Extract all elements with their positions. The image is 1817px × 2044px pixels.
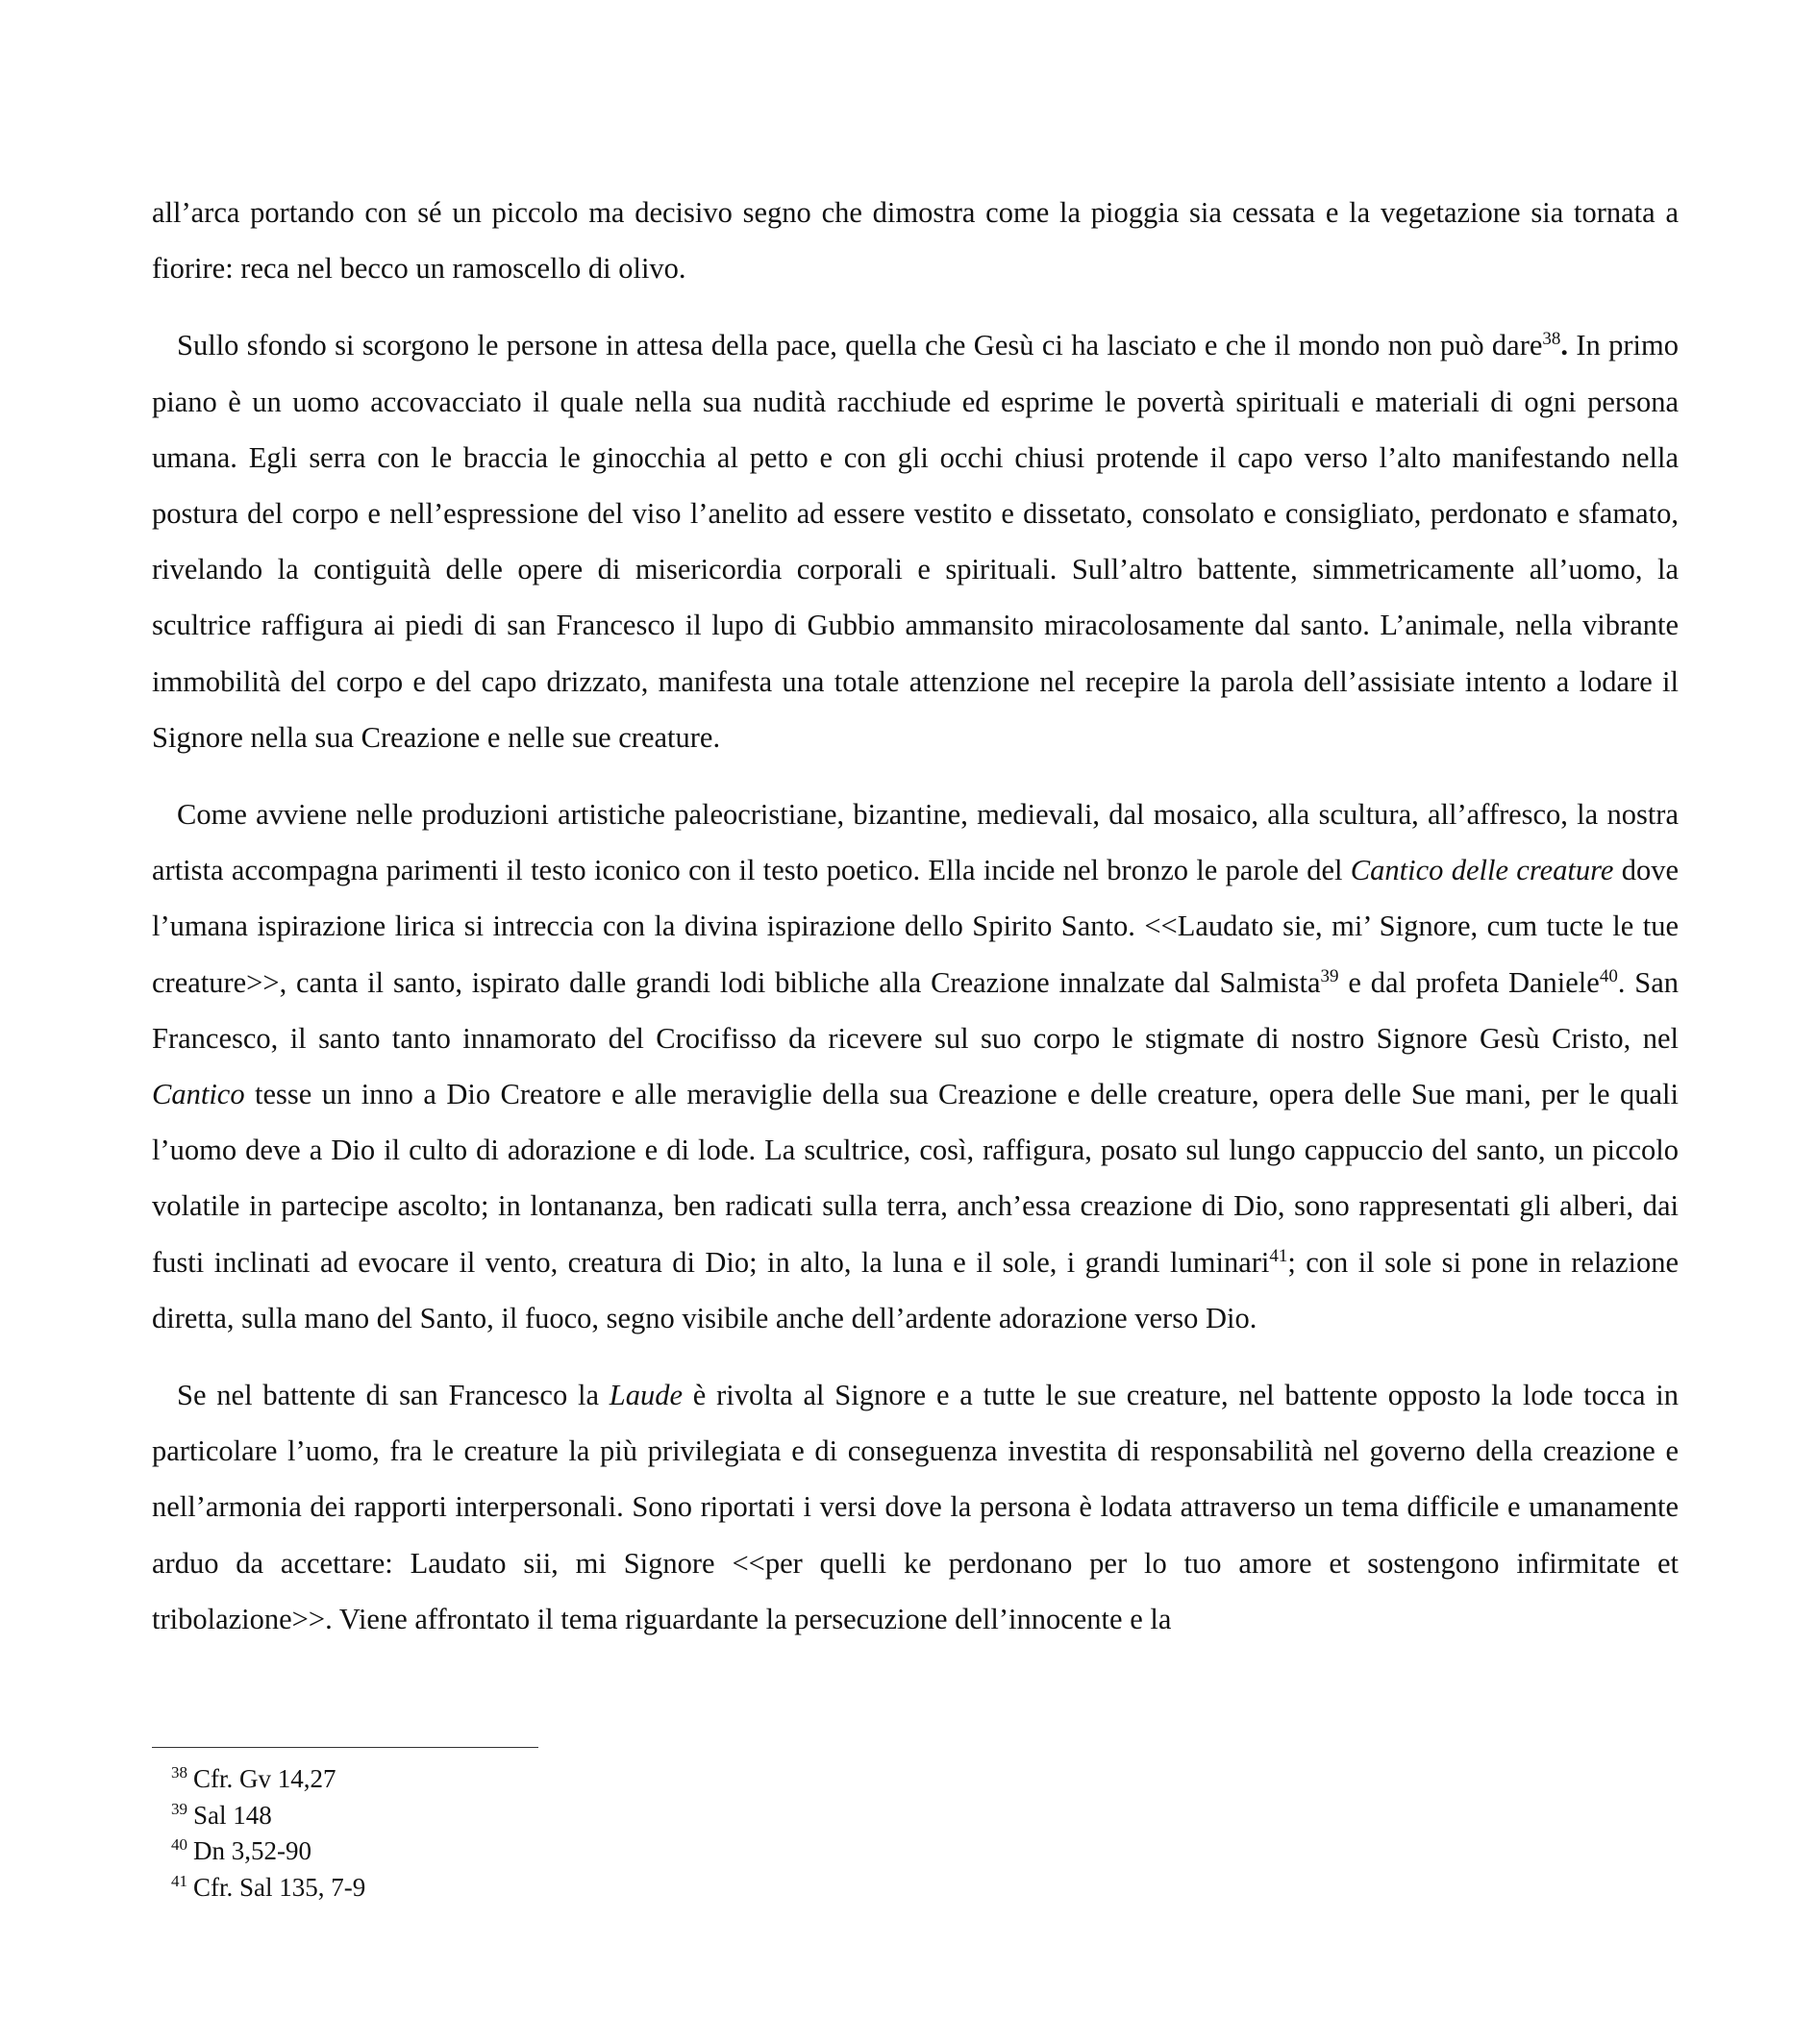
footnote-text: Cfr. Gv 14,27 (193, 1764, 336, 1793)
paragraph-text: . San Francesco, il santo tanto innamorato del Crocifisso da ricevere sul suo corpo le stigmate di nostro Signore Gesù Cristo, nel (152, 965, 1680, 1055)
footnote-ref-41[interactable]: 41 (1269, 1245, 1288, 1266)
footnote-text: Dn 3,52-90 (193, 1836, 311, 1865)
paragraph-text: è rivolta al Signore e a tutte le sue creature, nel battente opposto la lode tocca in particolare l’uomo, fra le creature la più privilegiata e di conseguenza investita di responsabilità nel governo della creazione e nell’armonia dei rapporti interpersonali. Sono riportati i versi dove la persona è lodata attraverso un tema difficile e umanamente arduo da accettare: Laudato sii, mi Signore <<per quelli ke perdonano per lo tuo amore et sostengono infirmitate et tribolazione>>. Viene affrontato il tema riguardante la persecuzione dell’innocente e la (152, 1379, 1679, 1635)
work-title-laude: Laude (609, 1379, 684, 1412)
body-text (152, 185, 1679, 1668)
paragraph-text: all’arca portando con sé un piccolo ma decisivo segno che dimostra come la pioggia sia cessata e la vegetazione sia tornata a fiorire: reca nel becco un ramoscello di olivo. (152, 196, 1679, 286)
paragraph-text: Sullo sfondo si scorgono le persone in attesa della pace, quella che Gesù ci ha lasciato e che il mondo non può dare (177, 329, 1543, 362)
work-title-cantico-delle-creature: Cantico delle creature (1350, 854, 1614, 887)
footnote-number: 41 (171, 1871, 187, 1890)
paragraph-text: e dal profeta Daniele (1338, 965, 1600, 999)
paragraph-text: Se nel battente di san Francesco la (177, 1379, 610, 1412)
footnote-ref-40[interactable]: 40 (1599, 965, 1618, 986)
footnote-text: Cfr. Sal 135, 7-9 (193, 1872, 366, 1902)
footnote-text: Sal 148 (193, 1800, 272, 1830)
footnote-number: 40 (171, 1835, 187, 1854)
paragraph-3 (152, 786, 1679, 1346)
paragraph-text: dove l’umana ispirazione lirica si intreccia con la divina ispirazione dello Spirito Santo. <<Laudato sie, mi’ Signore, cum tucte le tue creature>>, canta il santo, ispirato dalle grandi lodi bibliche alla Creazione innalzate dal Salmista (152, 854, 1679, 999)
footnote-number: 38 (171, 1763, 187, 1782)
footnote-ref-39[interactable]: 39 (1320, 965, 1339, 986)
sentence-period: . (1560, 329, 1569, 362)
work-title-cantico: Cantico (152, 1078, 245, 1111)
paragraph-1 (152, 185, 1679, 296)
footnote-38 (171, 1761, 940, 1798)
paragraph-2 (152, 317, 1679, 765)
footnote-41 (171, 1870, 940, 1907)
paragraph-text: ; con il sole si pone in relazione diretta, sulla mano del Santo, il fuoco, segno visibile anche dell’ardente adorazione verso Dio. (152, 1245, 1679, 1334)
footnote-number: 39 (171, 1799, 187, 1818)
paragraph-text: Come avviene nelle produzioni artistiche paleocristiane, bizantine, medievali, dal mosaico, alla scultura, all’affresco, la nostra artista accompagna parimenti il testo iconico con il testo poetico. Ella incide nel bronzo le parole del (152, 798, 1679, 887)
paragraph-4 (152, 1367, 1679, 1647)
footnote-ref-38[interactable]: 38 (1542, 329, 1561, 350)
footnote-40 (171, 1833, 940, 1870)
paragraph-text: In primo piano è un uomo accovacciato il quale nella sua nudità racchiude ed esprime le povertà spirituali e materiali di ogni persona umana. Egli serra con le braccia le ginocchia al petto e con gli occhi chiusi protende il capo verso l’alto manifestando nella postura del corpo e nell’espressione del viso l’anelito ad essere vestito e dissetato, consolato e consigliato, perdonato e sfamato, rivelando la contiguità delle opere di misericordia corporali e spirituali. Sull’altro battente, simmetricamente all’uomo, la scultrice raffigura ai piedi di san Francesco il lupo di Gubbio ammansito miracolosamente dal santo. L’animale, nella vibrante immobilità del corpo e del capo drizzato, manifesta una totale attenzione nel recepire la parola dell’assisiate intento a lodare il Signore nella sua Creazione e nelle sue creature. (152, 329, 1679, 754)
footnotes (171, 1761, 940, 1906)
paragraph-text: tesse un inno a Dio Creatore e alle meraviglie della sua Creazione e delle creature, opera delle Sue mani, per le quali l’uomo deve a Dio il culto di adorazione e di lode. La scultrice, così, raffigura, posato sul lungo cappuccio del santo, un piccolo volatile in partecipe ascolto; in lontananza, ben radicati sulla terra, anch’essa creazione di Dio, sono rappresentati gli alberi, dai fusti inclinati ad evocare il vento, creatura di Dio; in alto, la luna e il sole, i grandi luminari (152, 1078, 1679, 1279)
footnote-separator (152, 1747, 538, 1748)
footnote-39 (171, 1798, 940, 1834)
